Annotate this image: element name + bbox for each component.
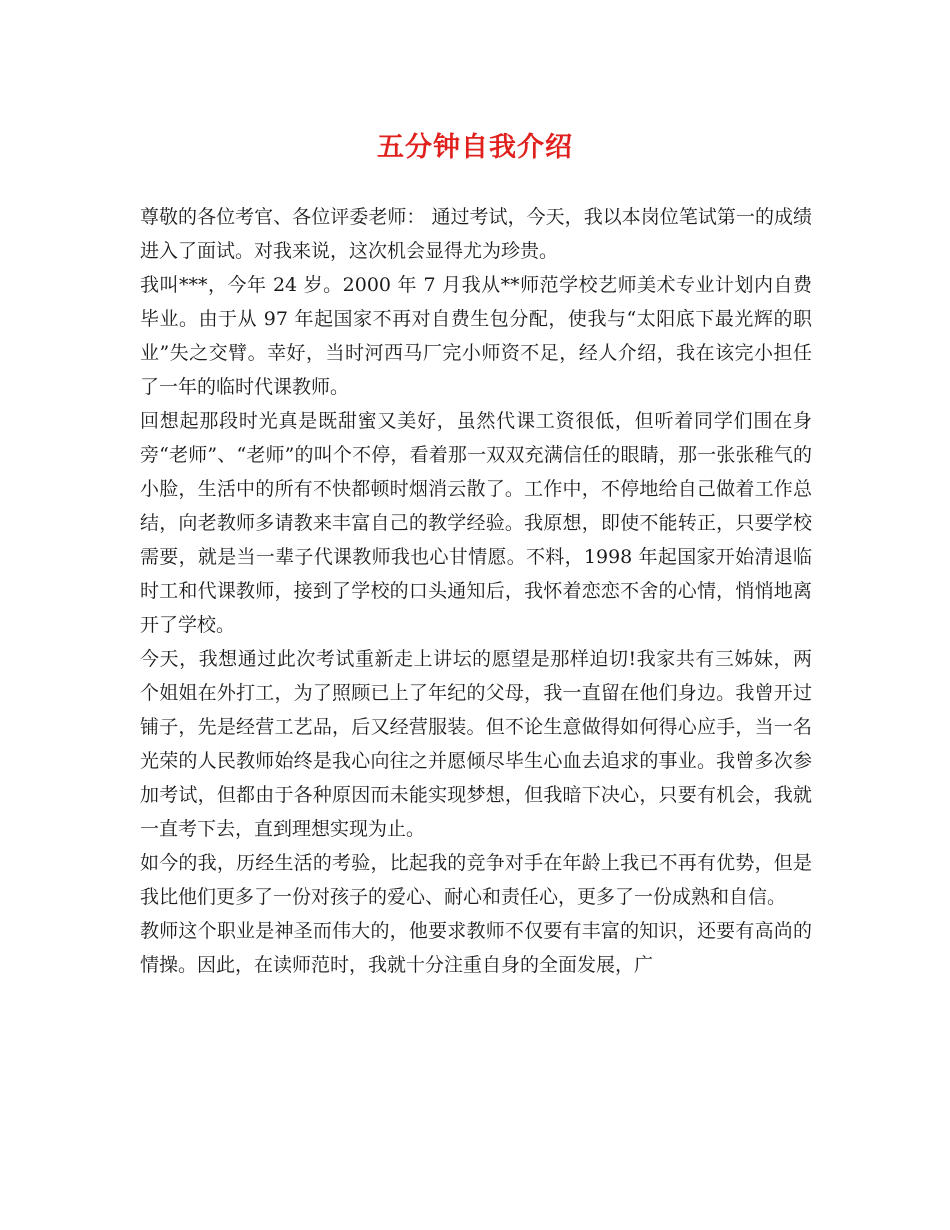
- document-body: [140, 200, 812, 982]
- paragraph-greeting: 尊敬的各位考官、各位评委老师： 通过考试，今天，我以本岗位笔试第一的成绩进入了面试。对我来说，这次机会显得尤为珍贵。: [140, 206, 812, 262]
- paragraph-strengths: 如今的我，历经生活的考验，比起我的竞争对手在年龄上我已不再有优势，但是我比他们更多了一份对孩子的爱心、耐心和责任心，更多了一份成熟和自信。: [140, 852, 812, 908]
- paragraph-teaching-memories: 回想起那段时光真是既甜蜜又美好，虽然代课工资很低，但听着同学们围在身旁“老师”、“老师”的叫个不停，看着那一双双充满信任的眼睛，那一张张稚气的小脸，生活中的所有不快都顿时烟消云散了。工作中，不停地给自己做着工作总结，向老教师多请教来丰富自己的教学经验。我原想，即使不能转正，只要学校需要，就是当一辈子代课教师我也心甘情愿。不料，1998 年起国家开始清退临时工和代课教师，接到了学校的口头通知后，我怀着恋恋不舍的心情，悄悄地离开了学校。: [140, 410, 812, 636]
- paragraph-aspiration: 今天，我想通过此次考试重新走上讲坛的愿望是那样迫切!我家共有三姊妹，两个姐姐在外打工，为了照顾已上了年纪的父母，我一直留在他们身边。我曾开过铺子，先是经营工艺品，后又经营服装。但不论生意做得如何得心应手，当一名光荣的人民教师始终是我心向往之并愿倾尽毕生心血去追求的事业。我曾多次参加考试，但都由于各种原因而未能实现梦想，但我暗下决心，只要有机会，我就一直考下去，直到理想实现为止。: [140, 648, 812, 840]
- paragraph-profession: 教师这个职业是神圣而伟大的，他要求教师不仅要有丰富的知识，还要有高尚的情操。因此，在读师范时，我就十分注重自身的全面发展，广: [140, 920, 812, 976]
- paragraph-background: 我叫***，今年 24 岁。2000 年 7 月我从**师范学校艺师美术专业计划内自费毕业。由于从 97 年起国家不再对自费生包分配，使我与“太阳底下最光辉的职业”失之交臂。幸好，当时河西马厂完小师资不足，经人介绍，我在该完小担任了一年的临时代课教师。: [140, 274, 812, 398]
- page-title: 五分钟自我介绍: [377, 132, 573, 163]
